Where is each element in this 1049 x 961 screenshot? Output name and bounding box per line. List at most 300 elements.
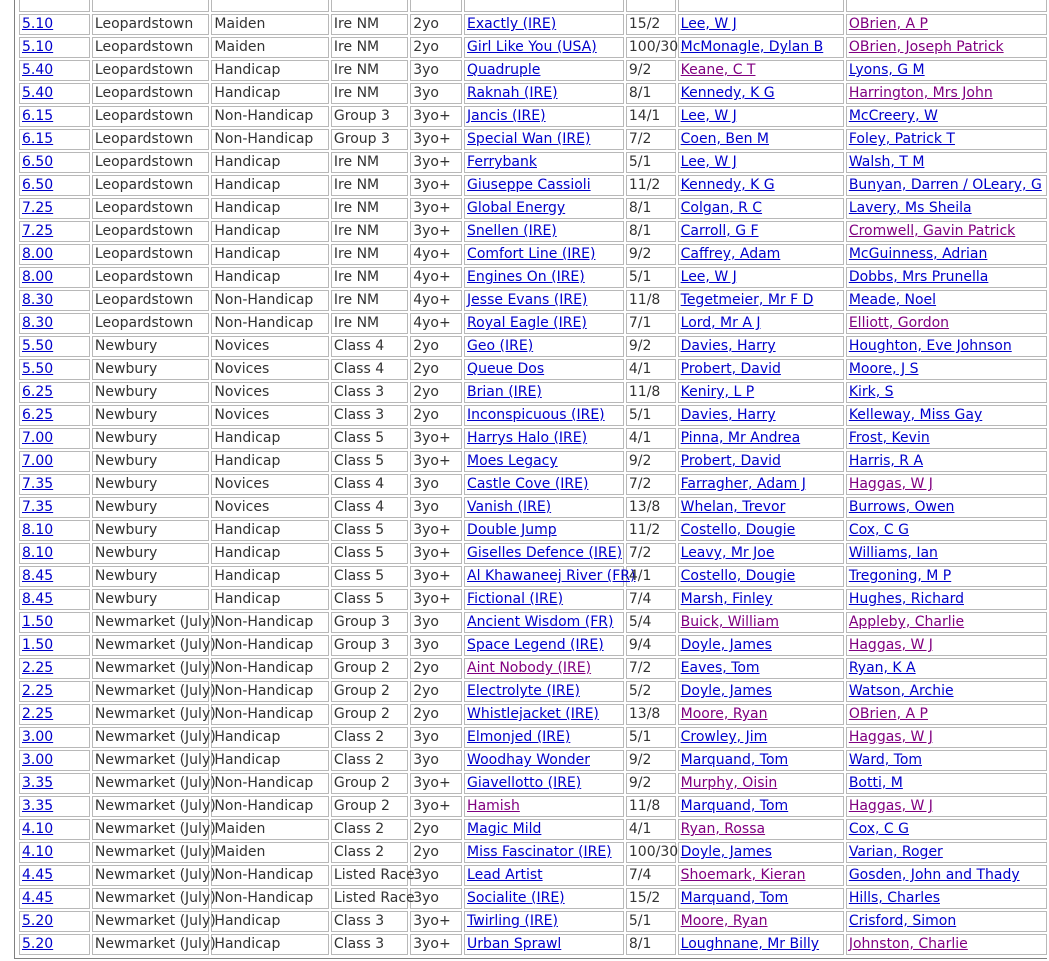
race-time-link[interactable]: 6.50 xyxy=(22,177,54,193)
time-cell[interactable] xyxy=(19,198,90,219)
trainer-link[interactable]: Johnston, Charlie xyxy=(848,936,968,952)
trainer-link[interactable]: Harrington, Mrs John xyxy=(848,85,993,101)
trainer-cell[interactable] xyxy=(678,543,844,564)
horse-cell[interactable] xyxy=(464,451,624,472)
horse-cell[interactable] xyxy=(464,911,624,932)
horse-cell[interactable] xyxy=(464,129,624,150)
horse-link[interactable]: Ancient Wisdom (FR) xyxy=(467,614,614,630)
jockey-link[interactable]: Coen, Ben M xyxy=(680,131,769,147)
owner-cell[interactable] xyxy=(846,819,1047,840)
trainer-link[interactable]: OBrien, A P xyxy=(848,16,928,32)
owner-cell[interactable] xyxy=(846,37,1047,58)
horse-cell[interactable] xyxy=(464,359,624,380)
horse-link[interactable]: Vanish (IRE) xyxy=(467,499,552,515)
trainer-link[interactable]: Meade, Noel xyxy=(848,292,937,308)
trainer-cell[interactable] xyxy=(678,842,844,863)
horse-cell[interactable] xyxy=(464,727,624,748)
time-cell[interactable] xyxy=(19,313,90,334)
race-time-link[interactable]: 2.25 xyxy=(22,660,54,676)
race-time-link[interactable]: 6.15 xyxy=(22,108,54,124)
trainer-link[interactable]: Haggas, W J xyxy=(848,476,933,492)
horse-cell[interactable] xyxy=(464,83,624,104)
jockey-link[interactable]: Caffrey, Adam xyxy=(680,246,781,262)
trainer-cell[interactable] xyxy=(678,129,844,150)
horse-cell[interactable] xyxy=(464,497,624,518)
owner-cell[interactable] xyxy=(846,589,1047,610)
trainer-link[interactable]: Botti, M xyxy=(848,775,903,791)
horse-link[interactable]: Al Khawaneej River (FR) xyxy=(467,568,636,584)
jockey-link[interactable]: Costello, Dougie xyxy=(680,522,796,538)
trainer-link[interactable]: Cox, C G xyxy=(848,522,909,538)
horse-cell[interactable] xyxy=(464,566,636,587)
trainer-cell[interactable] xyxy=(678,635,844,656)
trainer-cell[interactable] xyxy=(678,750,844,771)
race-time-link[interactable]: 5.40 xyxy=(22,62,54,78)
jockey-link[interactable]: Keane, C T xyxy=(680,62,756,78)
horse-cell[interactable] xyxy=(464,658,624,679)
trainer-link[interactable]: Bunyan, Darren / OLeary, G xyxy=(848,177,1042,193)
owner-cell[interactable] xyxy=(846,520,1047,541)
trainer-link[interactable]: Gosden, John and Thady xyxy=(848,867,1020,883)
jockey-link[interactable]: Crowley, Jim xyxy=(680,729,768,745)
trainer-cell[interactable] xyxy=(678,451,844,472)
jockey-link[interactable]: Davies, Harry xyxy=(680,338,776,354)
jockey-link[interactable]: Whelan, Trevor xyxy=(680,499,786,515)
trainer-link[interactable]: Foley, Patrick T xyxy=(848,131,955,147)
trainer-link[interactable]: OBrien, A P xyxy=(848,706,928,722)
time-cell[interactable] xyxy=(19,106,90,127)
horse-link[interactable]: Global Energy xyxy=(467,200,566,216)
horse-cell[interactable] xyxy=(464,313,624,334)
trainer-link[interactable]: Williams, Ian xyxy=(848,545,938,561)
horse-cell[interactable] xyxy=(464,405,624,426)
owner-cell[interactable] xyxy=(846,336,1047,357)
time-cell[interactable] xyxy=(19,451,90,472)
trainer-cell[interactable] xyxy=(678,497,844,518)
jockey-link[interactable]: Leavy, Mr Joe xyxy=(680,545,775,561)
horse-link[interactable]: Moes Legacy xyxy=(467,453,558,469)
trainer-cell[interactable] xyxy=(678,83,844,104)
trainer-cell[interactable] xyxy=(678,681,844,702)
horse-link[interactable]: Aint Nobody (IRE) xyxy=(467,660,592,676)
horse-cell[interactable] xyxy=(464,198,624,219)
trainer-cell[interactable] xyxy=(678,106,844,127)
owner-cell[interactable] xyxy=(846,543,1047,564)
trainer-link[interactable]: McCreery, W xyxy=(848,108,938,124)
time-cell[interactable] xyxy=(19,773,90,794)
horse-cell[interactable] xyxy=(464,106,624,127)
horse-link[interactable]: Socialite (IRE) xyxy=(467,890,565,906)
jockey-link[interactable]: Marquand, Tom xyxy=(680,752,789,768)
owner-cell[interactable] xyxy=(846,359,1047,380)
horse-cell[interactable] xyxy=(464,474,624,495)
race-time-link[interactable]: 4.45 xyxy=(22,890,54,906)
horse-cell[interactable] xyxy=(464,267,624,288)
time-cell[interactable] xyxy=(19,152,90,173)
trainer-link[interactable]: Ward, Tom xyxy=(848,752,923,768)
trainer-cell[interactable] xyxy=(678,152,844,173)
horse-cell[interactable] xyxy=(464,934,624,955)
race-time-link[interactable]: 8.30 xyxy=(22,292,54,308)
race-time-link[interactable]: 8.00 xyxy=(22,269,54,285)
time-cell[interactable] xyxy=(19,934,90,955)
time-cell[interactable] xyxy=(19,681,90,702)
trainer-link[interactable]: Lavery, Ms Sheila xyxy=(848,200,972,216)
time-cell[interactable] xyxy=(19,221,90,242)
race-time-link[interactable]: 7.25 xyxy=(22,200,54,216)
horse-link[interactable]: Urban Sprawl xyxy=(467,936,562,952)
time-cell[interactable] xyxy=(19,428,90,449)
trainer-cell[interactable] xyxy=(678,244,844,265)
horse-link[interactable]: Hamish xyxy=(467,798,520,814)
time-cell[interactable] xyxy=(19,819,90,840)
trainer-link[interactable]: Haggas, W J xyxy=(848,637,933,653)
horse-link[interactable]: Exactly (IRE) xyxy=(467,16,557,32)
jockey-link[interactable]: Doyle, James xyxy=(680,683,772,699)
time-cell[interactable] xyxy=(19,658,90,679)
race-time-link[interactable]: 1.50 xyxy=(22,614,54,630)
time-cell[interactable] xyxy=(19,865,90,886)
owner-cell[interactable] xyxy=(846,658,1047,679)
time-cell[interactable] xyxy=(19,336,90,357)
horse-cell[interactable] xyxy=(464,244,624,265)
owner-cell[interactable] xyxy=(846,290,1047,311)
time-cell[interactable] xyxy=(19,842,90,863)
horse-link[interactable]: Queue Dos xyxy=(467,361,545,377)
trainer-cell[interactable] xyxy=(678,405,844,426)
race-time-link[interactable]: 8.45 xyxy=(22,568,54,584)
owner-cell[interactable] xyxy=(846,405,1047,426)
time-cell[interactable] xyxy=(19,911,90,932)
time-cell[interactable] xyxy=(19,37,90,58)
time-cell[interactable] xyxy=(19,589,90,610)
race-time-link[interactable]: 6.25 xyxy=(22,407,54,423)
time-cell[interactable] xyxy=(19,543,90,564)
horse-link[interactable]: Engines On (IRE) xyxy=(467,269,585,285)
owner-cell[interactable] xyxy=(846,635,1047,656)
owner-cell[interactable] xyxy=(846,106,1047,127)
horse-cell[interactable] xyxy=(464,681,624,702)
horse-link[interactable]: Inconspicuous (IRE) xyxy=(467,407,605,423)
trainer-cell[interactable] xyxy=(678,37,844,58)
race-time-link[interactable]: 3.35 xyxy=(22,798,54,814)
horse-link[interactable]: Fictional (IRE) xyxy=(467,591,564,607)
horse-cell[interactable] xyxy=(464,589,624,610)
owner-cell[interactable] xyxy=(846,313,1047,334)
race-time-link[interactable]: 5.50 xyxy=(22,361,54,377)
horse-cell[interactable] xyxy=(464,60,624,81)
horse-link[interactable]: Brian (IRE) xyxy=(467,384,542,400)
horse-link[interactable]: Raknah (IRE) xyxy=(467,85,558,101)
trainer-link[interactable]: Lyons, G M xyxy=(848,62,925,78)
race-time-link[interactable]: 6.15 xyxy=(22,131,54,147)
horse-cell[interactable] xyxy=(464,14,624,35)
race-time-link[interactable]: 7.00 xyxy=(22,453,54,469)
owner-cell[interactable] xyxy=(846,842,1047,863)
trainer-link[interactable]: Haggas, W J xyxy=(848,798,933,814)
time-cell[interactable] xyxy=(19,474,90,495)
trainer-cell[interactable] xyxy=(678,796,844,817)
horse-link[interactable]: Special Wan (IRE) xyxy=(467,131,591,147)
time-cell[interactable] xyxy=(19,290,90,311)
trainer-cell[interactable] xyxy=(678,428,844,449)
trainer-link[interactable]: OBrien, Joseph Patrick xyxy=(848,39,1004,55)
horse-link[interactable]: Twirling (IRE) xyxy=(467,913,558,929)
owner-cell[interactable] xyxy=(846,60,1047,81)
horse-cell[interactable] xyxy=(464,750,624,771)
trainer-link[interactable]: Haggas, W J xyxy=(848,729,933,745)
horse-link[interactable]: Giuseppe Cassioli xyxy=(467,177,591,193)
jockey-link[interactable]: Doyle, James xyxy=(680,637,772,653)
jockey-link[interactable]: Davies, Harry xyxy=(680,407,776,423)
horse-link[interactable]: Geo (IRE) xyxy=(467,338,534,354)
time-cell[interactable] xyxy=(19,83,90,104)
jockey-link[interactable]: Doyle, James xyxy=(680,844,772,860)
horse-link[interactable]: Lead Artist xyxy=(467,867,543,883)
trainer-cell[interactable] xyxy=(678,819,844,840)
owner-cell[interactable] xyxy=(846,681,1047,702)
jockey-link[interactable]: McMonagle, Dylan B xyxy=(680,39,824,55)
horse-link[interactable]: Electrolyte (IRE) xyxy=(467,683,580,699)
jockey-link[interactable]: Moore, Ryan xyxy=(680,913,768,929)
trainer-cell[interactable] xyxy=(678,267,844,288)
horse-link[interactable]: Jancis (IRE) xyxy=(467,108,546,124)
trainer-cell[interactable] xyxy=(678,520,844,541)
trainer-link[interactable]: Frost, Kevin xyxy=(848,430,930,446)
horse-link[interactable]: Double Jump xyxy=(467,522,557,538)
owner-cell[interactable] xyxy=(846,704,1047,725)
owner-cell[interactable] xyxy=(846,152,1047,173)
owner-cell[interactable] xyxy=(846,750,1047,771)
horse-cell[interactable] xyxy=(464,819,624,840)
race-time-link[interactable]: 7.25 xyxy=(22,223,54,239)
horse-link[interactable]: Miss Fascinator (IRE) xyxy=(467,844,612,860)
horse-link[interactable]: Royal Eagle (IRE) xyxy=(467,315,587,331)
owner-cell[interactable] xyxy=(846,83,1047,104)
race-time-link[interactable]: 8.45 xyxy=(22,591,54,607)
jockey-link[interactable]: Probert, David xyxy=(680,453,781,469)
owner-cell[interactable] xyxy=(846,865,1047,886)
trainer-cell[interactable] xyxy=(678,474,844,495)
horse-cell[interactable] xyxy=(464,520,624,541)
time-cell[interactable] xyxy=(19,497,90,518)
time-cell[interactable] xyxy=(19,405,90,426)
jockey-link[interactable]: Marsh, Finley xyxy=(680,591,773,607)
horse-cell[interactable] xyxy=(464,865,624,886)
trainer-cell[interactable] xyxy=(678,911,844,932)
trainer-link[interactable]: Moore, J S xyxy=(848,361,919,377)
trainer-cell[interactable] xyxy=(678,934,844,955)
horse-cell[interactable] xyxy=(464,428,624,449)
race-time-link[interactable]: 2.25 xyxy=(22,683,54,699)
trainer-cell[interactable] xyxy=(678,727,844,748)
time-cell[interactable] xyxy=(19,750,90,771)
race-time-link[interactable]: 8.10 xyxy=(22,522,54,538)
jockey-link[interactable]: Lee, W J xyxy=(680,108,737,124)
race-time-link[interactable]: 4.10 xyxy=(22,844,54,860)
horse-link[interactable]: Jesse Evans (IRE) xyxy=(467,292,588,308)
race-time-link[interactable]: 3.00 xyxy=(22,729,54,745)
jockey-link[interactable]: Colgan, R C xyxy=(680,200,763,216)
jockey-link[interactable]: Marquand, Tom xyxy=(680,798,789,814)
time-cell[interactable] xyxy=(19,635,90,656)
jockey-link[interactable]: Pinna, Mr Andrea xyxy=(680,430,801,446)
trainer-link[interactable]: Watson, Archie xyxy=(848,683,954,699)
time-cell[interactable] xyxy=(19,796,90,817)
owner-cell[interactable] xyxy=(846,428,1047,449)
time-cell[interactable] xyxy=(19,129,90,150)
trainer-cell[interactable] xyxy=(678,313,844,334)
jockey-link[interactable]: Marquand, Tom xyxy=(680,890,789,906)
trainer-link[interactable]: Walsh, T M xyxy=(848,154,925,170)
owner-cell[interactable] xyxy=(846,497,1047,518)
trainer-link[interactable]: Hughes, Richard xyxy=(848,591,964,607)
race-time-link[interactable]: 2.25 xyxy=(22,706,54,722)
trainer-cell[interactable] xyxy=(678,704,844,725)
horse-cell[interactable] xyxy=(464,290,624,311)
race-time-link[interactable]: 6.25 xyxy=(22,384,54,400)
jockey-link[interactable]: Eaves, Tom xyxy=(680,660,760,676)
race-time-link[interactable]: 8.00 xyxy=(22,246,54,262)
horse-link[interactable]: Quadruple xyxy=(467,62,541,78)
owner-cell[interactable] xyxy=(846,175,1047,196)
horse-link[interactable]: Space Legend (IRE) xyxy=(467,637,604,653)
horse-link[interactable]: Comfort Line (IRE) xyxy=(467,246,596,262)
jockey-link[interactable]: Shoemark, Kieran xyxy=(680,867,806,883)
race-time-link[interactable]: 5.20 xyxy=(22,913,54,929)
owner-cell[interactable] xyxy=(846,566,1047,587)
horse-link[interactable]: Elmonjed (IRE) xyxy=(467,729,571,745)
time-cell[interactable] xyxy=(19,244,90,265)
owner-cell[interactable] xyxy=(846,474,1047,495)
trainer-link[interactable]: Dobbs, Mrs Prunella xyxy=(848,269,989,285)
race-time-link[interactable]: 4.10 xyxy=(22,821,54,837)
horse-cell[interactable] xyxy=(464,221,624,242)
trainer-cell[interactable] xyxy=(678,175,844,196)
trainer-link[interactable]: Hills, Charles xyxy=(848,890,940,906)
trainer-cell[interactable] xyxy=(678,589,844,610)
horse-cell[interactable] xyxy=(464,842,624,863)
time-cell[interactable] xyxy=(19,382,90,403)
trainer-link[interactable]: Kirk, S xyxy=(848,384,894,400)
race-time-link[interactable]: 7.35 xyxy=(22,499,54,515)
owner-cell[interactable] xyxy=(846,888,1047,909)
race-time-link[interactable]: 5.40 xyxy=(22,85,54,101)
race-time-link[interactable]: 5.10 xyxy=(22,39,54,55)
trainer-link[interactable]: Houghton, Eve Johnson xyxy=(848,338,1012,354)
horse-link[interactable]: Woodhay Wonder xyxy=(467,752,590,768)
horse-link[interactable]: Magic Mild xyxy=(467,821,542,837)
owner-cell[interactable] xyxy=(846,198,1047,219)
owner-cell[interactable] xyxy=(846,612,1047,633)
owner-cell[interactable] xyxy=(846,221,1047,242)
trainer-link[interactable]: McGuinness, Adrian xyxy=(848,246,988,262)
race-time-link[interactable]: 7.35 xyxy=(22,476,54,492)
horse-cell[interactable] xyxy=(464,888,624,909)
trainer-cell[interactable] xyxy=(678,221,844,242)
horse-cell[interactable] xyxy=(464,37,624,58)
horse-cell[interactable] xyxy=(464,612,624,633)
trainer-link[interactable]: Cox, C G xyxy=(848,821,909,837)
race-time-link[interactable]: 7.00 xyxy=(22,430,54,446)
jockey-link[interactable]: Farragher, Adam J xyxy=(680,476,806,492)
trainer-cell[interactable] xyxy=(678,888,844,909)
race-time-link[interactable]: 8.10 xyxy=(22,545,54,561)
race-time-link[interactable]: 1.50 xyxy=(22,637,54,653)
owner-cell[interactable] xyxy=(846,911,1047,932)
trainer-cell[interactable] xyxy=(678,60,844,81)
jockey-link[interactable]: Costello, Dougie xyxy=(680,568,796,584)
trainer-cell[interactable] xyxy=(678,359,844,380)
trainer-link[interactable]: Cromwell, Gavin Patrick xyxy=(848,223,1016,239)
horse-link[interactable]: Giavellotto (IRE) xyxy=(467,775,582,791)
owner-cell[interactable] xyxy=(846,382,1047,403)
time-cell[interactable] xyxy=(19,267,90,288)
trainer-cell[interactable] xyxy=(678,612,844,633)
time-cell[interactable] xyxy=(19,612,90,633)
horse-cell[interactable] xyxy=(464,635,624,656)
jockey-link[interactable]: Lee, W J xyxy=(680,269,737,285)
jockey-link[interactable]: Tegetmeier, Mr F D xyxy=(680,292,814,308)
jockey-link[interactable]: Kennedy, K G xyxy=(680,177,775,193)
trainer-link[interactable]: Ryan, K A xyxy=(848,660,916,676)
trainer-link[interactable]: Appleby, Charlie xyxy=(848,614,965,630)
owner-cell[interactable] xyxy=(846,727,1047,748)
trainer-cell[interactable] xyxy=(678,14,844,35)
jockey-link[interactable]: Lee, W J xyxy=(680,154,737,170)
horse-link[interactable]: Harrys Halo (IRE) xyxy=(467,430,588,446)
time-cell[interactable] xyxy=(19,888,90,909)
time-cell[interactable] xyxy=(19,727,90,748)
horse-cell[interactable] xyxy=(464,336,624,357)
race-time-link[interactable]: 5.20 xyxy=(22,936,54,952)
trainer-link[interactable]: Burrows, Owen xyxy=(848,499,955,515)
time-cell[interactable] xyxy=(19,566,90,587)
horse-cell[interactable] xyxy=(464,382,624,403)
owner-cell[interactable] xyxy=(846,451,1047,472)
trainer-cell[interactable] xyxy=(678,198,844,219)
race-time-link[interactable]: 3.00 xyxy=(22,752,54,768)
trainer-link[interactable]: Crisford, Simon xyxy=(848,913,957,929)
jockey-link[interactable]: Buick, William xyxy=(680,614,780,630)
trainer-cell[interactable] xyxy=(678,336,844,357)
trainer-link[interactable]: Elliott, Gordon xyxy=(848,315,950,331)
jockey-link[interactable]: Kennedy, K G xyxy=(680,85,775,101)
time-cell[interactable] xyxy=(19,175,90,196)
race-time-link[interactable]: 5.50 xyxy=(22,338,54,354)
time-cell[interactable] xyxy=(19,359,90,380)
horse-link[interactable]: Castle Cove (IRE) xyxy=(467,476,589,492)
horse-cell[interactable] xyxy=(464,773,624,794)
race-time-link[interactable]: 5.10 xyxy=(22,16,54,32)
owner-cell[interactable] xyxy=(846,796,1047,817)
horse-link[interactable]: Girl Like You (USA) xyxy=(467,39,597,55)
owner-cell[interactable] xyxy=(846,244,1047,265)
trainer-link[interactable]: Kelleway, Miss Gay xyxy=(848,407,983,423)
owner-cell[interactable] xyxy=(846,773,1047,794)
trainer-link[interactable]: Tregoning, M P xyxy=(848,568,952,584)
race-time-link[interactable]: 8.30 xyxy=(22,315,54,331)
owner-cell[interactable] xyxy=(846,267,1047,288)
trainer-cell[interactable] xyxy=(678,773,844,794)
trainer-cell[interactable] xyxy=(678,865,844,886)
trainer-cell[interactable] xyxy=(678,658,844,679)
horse-cell[interactable] xyxy=(464,796,624,817)
owner-cell[interactable] xyxy=(846,934,1047,955)
horse-cell[interactable] xyxy=(464,175,624,196)
trainer-cell[interactable] xyxy=(678,290,844,311)
owner-cell[interactable] xyxy=(846,14,1047,35)
